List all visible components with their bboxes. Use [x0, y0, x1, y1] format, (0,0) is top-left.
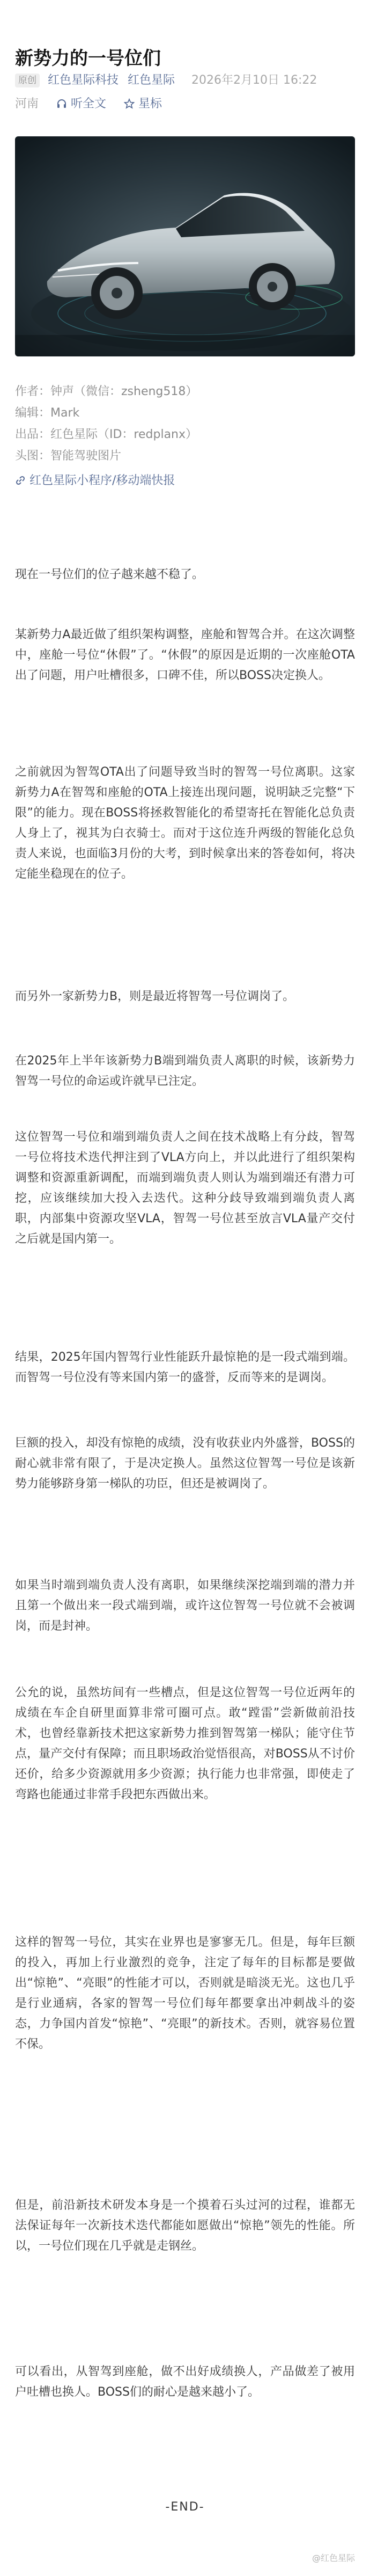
article-info: [15, 381, 358, 492]
paragraph-10: 公允的说，虽然坊间有一些槽点，但是这位智驾一号位近两年的成绩在车企自研里面算非常可圈可点。敢“蹚雷”尝新做前沿技术，也曾经靠新技术把这家新势力推到智驾第一梯队；能守住节点，量产交付有保障；而且职场政治觉悟很高，对BOSS从不讨价还价，给多少资源就用多少资源；执行能力也非常强，即使走了弯路也能通过非常手段把东西做出来。: [15, 1686, 355, 1801]
star-icon: [124, 97, 138, 111]
mini-program-link[interactable]: [15, 470, 358, 492]
paragraph-13: 可以看出，从智驾到座舱，做不出好成绩换人，产品做差了被用户吐槽也换人。BOSS们的耐心是越来越小了。: [15, 2365, 355, 2399]
author-line: 作者：钟声（微信：zsheng518）: [15, 385, 198, 398]
paragraph-4: 而另外一家新势力B，则是最近将智驾一号位调岗了。: [15, 990, 295, 1003]
paragraph-1: 现在一号位们的位子越来越不稳了。: [15, 568, 204, 581]
location-label: 河南: [15, 97, 39, 111]
origin-line: 出品：红色星际（ID：redplanx）: [15, 428, 198, 441]
account-link-1[interactable]: 红色星际科技: [48, 74, 119, 87]
paragraph-9: 如果当时端到端负责人没有离职，如果继续深挖端到端的潜力并且第一个做出来一段式端到端，或许这位智驾一号位就不会被调岗，而是封神。: [15, 1579, 355, 1633]
listen-label: 听全文: [71, 97, 107, 111]
article-title: 新势力的一号位们: [15, 48, 161, 69]
headphones-icon: [56, 97, 71, 111]
paragraph-2: 某新势力A最近做了组织架构调整，座舱和智驾合并。在这次调整中，座舱一号位“休假”了。“休假”的原因是近期的一次座舱OTA出了问题，用户吐槽很多，口碑不佳，所以BOSS决定换人。: [15, 628, 355, 682]
star-button[interactable]: [124, 97, 162, 111]
end-mark: -END-: [165, 2500, 205, 2514]
original-badge: 原创: [15, 74, 40, 87]
paragraph-12: 但是，前沿新技术研发本身是一个摸着石头过河的过程，谁都无法保证每年一次新技术迭代都能如愿做出“惊艳”领先的性能。所以，一号位们现在几乎就是走钢丝。: [15, 2199, 355, 2253]
watermark: @红色星际: [312, 2553, 355, 2563]
account-link-2[interactable]: 红色星际: [128, 74, 175, 87]
mini-program-label: 红色星际小程序/移动端快报: [29, 474, 175, 487]
link-icon: [15, 474, 29, 487]
paragraph-6: 这位智驾一号位和端到端负责人之间在技术战略上有分歧，智驾一号位将技术迭代押注到了VLA方向上，并以此进行了组织架构调整和资源重新调配，而端到端负责人则认为端到端还有潜力可挖，应该继续加大投入去迭代。这种分歧导致端到端负责人离职，内部集中资源攻坚VLA，智驾一号位甚至放言VLA量产交付之后就是国内第一。: [15, 1130, 355, 1246]
article-actions: [15, 94, 358, 113]
publish-date: 2026年2月10日 16:22: [191, 74, 317, 87]
paragraph-11: 这样的智驾一号位，其实在业界也是寥寥无几。但是，每年巨额的投入，再加上行业激烈的竞争，注定了每年的目标都是要做出“惊艳”、“亮眼”的性能才可以，否则就是暗淡无光。这也几乎是行业通病，各家的智驾一号位们每年都要拿出冲刺战斗的姿态，力争国内首发“惊艳”、“亮眼”的新技术。否则，就容易位置不保。: [15, 1936, 355, 2051]
article-meta: [15, 71, 358, 89]
star-label: 星标: [138, 97, 162, 111]
listen-button[interactable]: [56, 97, 110, 111]
hero-image-car: [15, 136, 355, 356]
paragraph-5: 在2025年上半年该新势力B端到端负责人离职的时候，该新势力智驾一号位的命运或许就早已注定。: [15, 1054, 355, 1088]
paragraph-7: 结果，2025年国内智驾行业性能跃升最惊艳的是一段式端到端。而智驾一号位没有等来国内第一的盛誉，反而等来的是调岗。: [15, 1351, 355, 1384]
paragraph-8: 巨额的投入，却没有惊艳的成绩，没有收获业内外盛誉，BOSS的耐心就非常有限了，于是决定换人。虽然这位智驾一号位是该新势力能够跻身第一梯队的功臣，但还是被调岗了。: [15, 1436, 355, 1491]
paragraph-3: 之前就因为智驾OTA出了问题导致当时的智驾一号位离职。这家新势力A在智驾和座舱的OTA上接连出现问题，说明缺乏完整“下限”的能力。现在BOSS将拯救智能化的希望寄托在智能化总负责人身上了，视其为白衣骑士。而对于这位连升两级的智能化总负责人来说，也面临3月份的大考，到时候拿出来的答卷如何，将决定能坐稳现在的位子。: [15, 765, 355, 881]
editor-line: 编辑：Mark: [15, 406, 80, 420]
image-credit-line: 头图：智能驾驶图片: [15, 449, 122, 463]
